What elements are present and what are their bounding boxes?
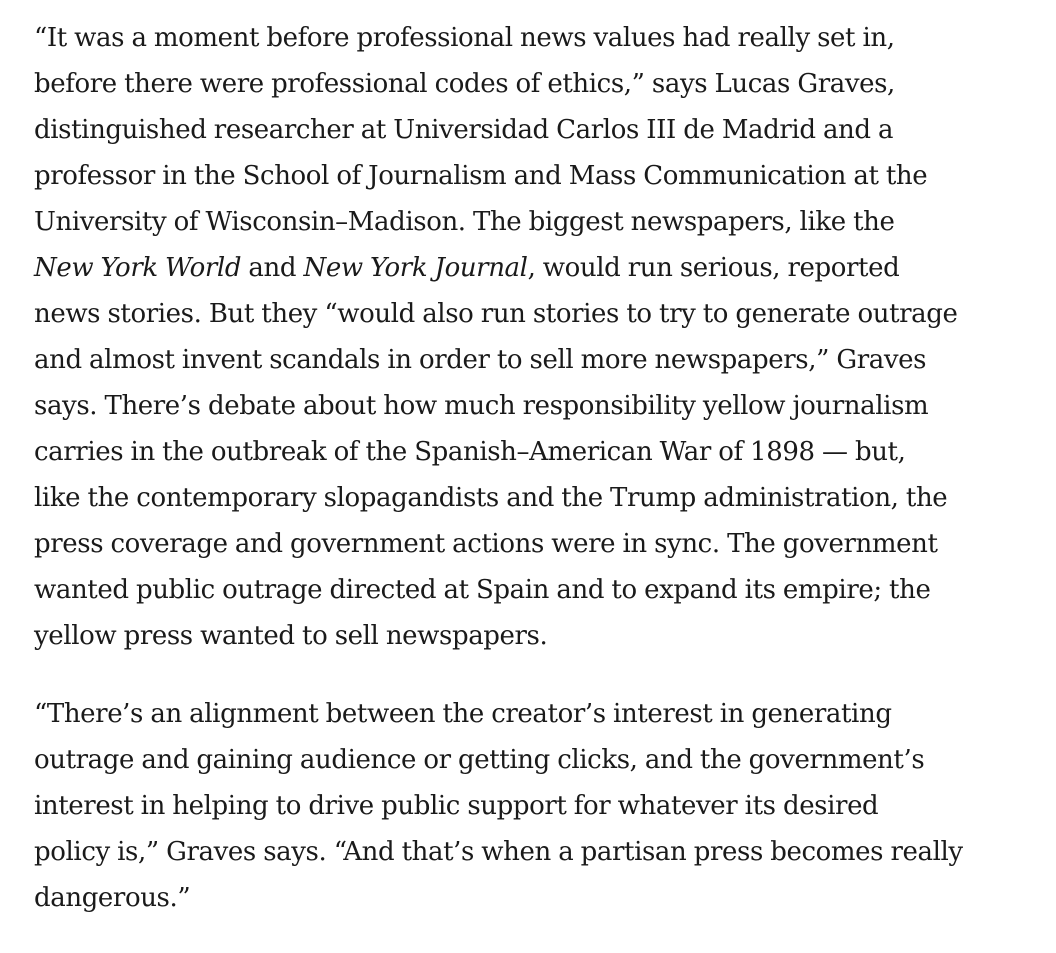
text-line <box>34 153 1034 199</box>
text-segment: like the contemporary slopagandists and the Trump administration, the <box>34 483 948 513</box>
text-line <box>34 337 1034 383</box>
text-line <box>34 613 1034 659</box>
text-line <box>34 567 1034 613</box>
italic-title: New York World <box>34 253 242 283</box>
text-segment: wanted public outrage directed at Spain and to expand its empire; the <box>34 575 931 605</box>
text-segment: “It was a moment before professional news values had really set in, <box>34 23 895 53</box>
text-line <box>34 383 1034 429</box>
text-segment: news stories. But they “would also run stories to try to generate outrage <box>34 299 958 329</box>
text-line <box>34 737 1034 783</box>
text-line <box>34 245 1034 291</box>
text-segment: carries in the outbreak of the Spanish–American War of 1898 — but, <box>34 437 906 467</box>
text-segment: before there were professional codes of ethics,” says Lucas Graves, <box>34 69 895 99</box>
text-line <box>34 199 1034 245</box>
text-line <box>34 107 1034 153</box>
text-segment: policy is,” Graves says. “And that’s when a partisan press becomes really <box>34 837 963 867</box>
text-segment: outrage and gaining audience or getting clicks, and the government’s <box>34 745 925 775</box>
article-paragraph <box>34 15 1034 659</box>
italic-title: New York Journal <box>303 253 528 283</box>
text-line <box>34 875 1034 921</box>
text-line <box>34 783 1034 829</box>
text-line <box>34 61 1034 107</box>
text-segment: yellow press wanted to sell newspapers. <box>34 621 548 651</box>
text-segment: and <box>241 253 304 283</box>
text-segment: “There’s an alignment between the creator’s interest in generating <box>34 699 892 729</box>
text-segment: distinguished researcher at Universidad Carlos III de Madrid and a <box>34 115 894 145</box>
text-segment: professor in the School of Journalism and Mass Communication at the <box>34 161 928 191</box>
article-body <box>34 15 1034 953</box>
text-line <box>34 429 1034 475</box>
text-line <box>34 15 1034 61</box>
text-segment: dangerous.” <box>34 883 191 913</box>
article-paragraph <box>34 691 1034 921</box>
text-line <box>34 475 1034 521</box>
text-line <box>34 829 1034 875</box>
text-segment: says. There’s debate about how much responsibility yellow journalism <box>34 391 929 421</box>
text-segment: interest in helping to drive public support for whatever its desired <box>34 791 879 821</box>
text-line <box>34 691 1034 737</box>
text-line <box>34 291 1034 337</box>
text-segment: press coverage and government actions were in sync. The government <box>34 529 938 559</box>
text-segment: , would run serious, reported <box>527 253 900 283</box>
text-line <box>34 521 1034 567</box>
text-segment: and almost invent scandals in order to sell more newspapers,” Graves <box>34 345 927 375</box>
text-segment: University of Wisconsin–Madison. The biggest newspapers, like the <box>34 207 895 237</box>
